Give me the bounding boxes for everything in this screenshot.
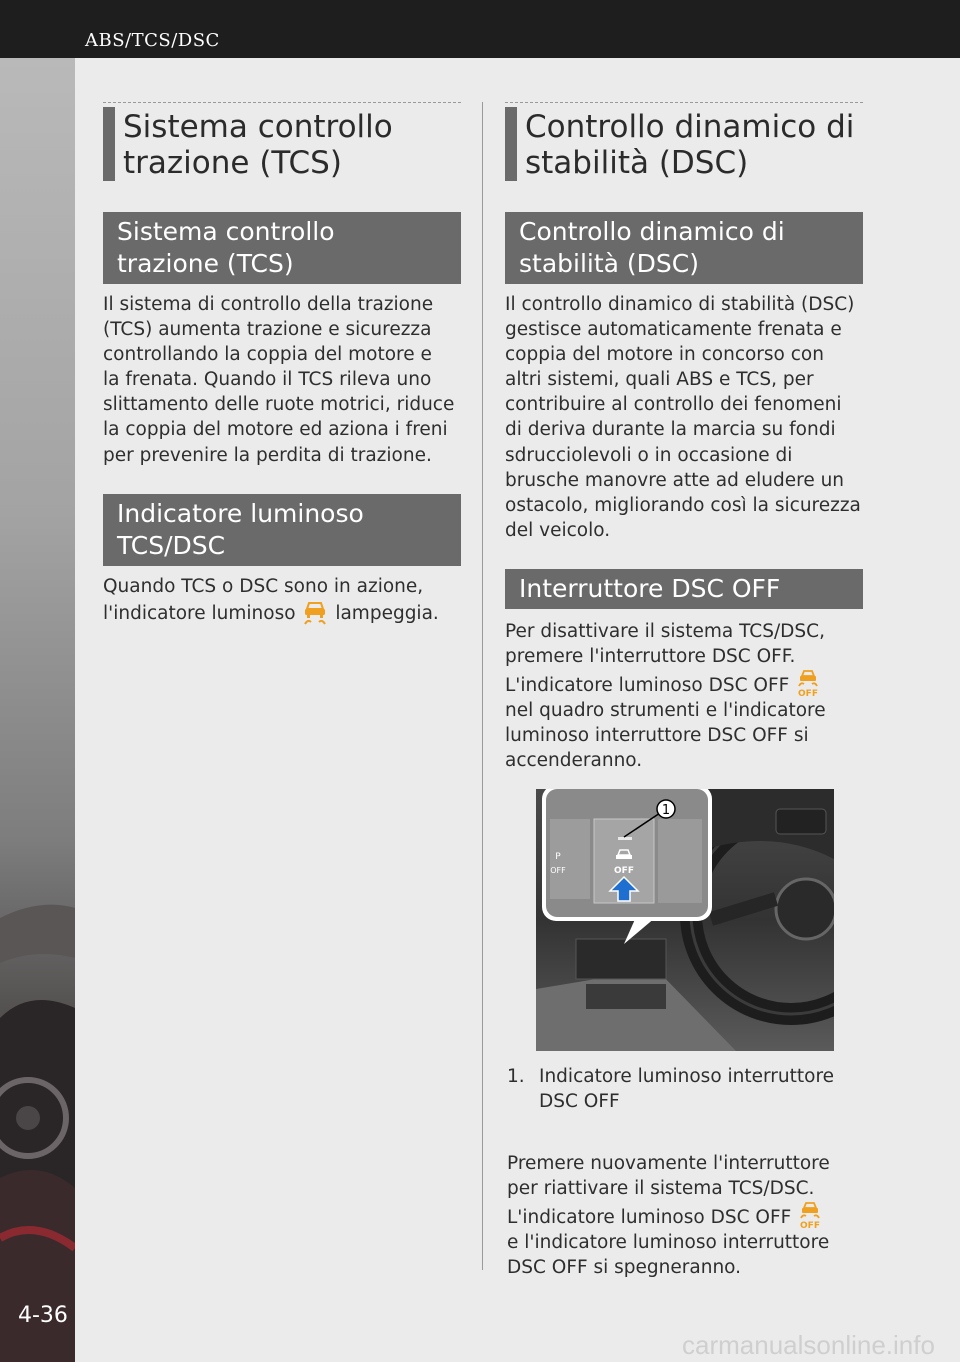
- svg-text:P: P: [555, 852, 561, 862]
- text-line: Premere nuovamente l'interruttore: [507, 1153, 830, 1174]
- text-line: accenderanno.: [505, 750, 643, 772]
- subheading-line: Controllo dinamico di: [519, 217, 785, 246]
- text-line: gestisce automaticamente frenata e: [505, 319, 842, 341]
- text-segment: l'indicatore luminoso: [103, 602, 296, 624]
- subheading-dsc: [505, 212, 863, 284]
- dashboard-thumbnail: [0, 58, 75, 1362]
- heading-line: trazione (TCS): [123, 145, 342, 181]
- photo-off-label: OFF: [614, 866, 634, 876]
- text-line: Per disattivare il sistema TCS/DSC,: [505, 620, 825, 642]
- text-segment: L'indicatore luminoso DSC OFF: [505, 675, 790, 697]
- heading-line: Sistema controllo: [123, 109, 393, 145]
- text-line: la coppia del motore ed aziona i freni: [103, 419, 448, 441]
- text-line: Quando TCS o DSC sono in azione,: [103, 575, 424, 597]
- icon-off-text: OFF: [800, 1221, 821, 1230]
- text-line: del veicolo.: [505, 519, 611, 541]
- left-column: [103, 102, 461, 626]
- subheading-line: Sistema controllo: [117, 217, 335, 246]
- text-line: Il controllo dinamico di stabilità (DSC): [505, 294, 855, 315]
- text-line: per riattivare il sistema TCS/DSC.: [507, 1178, 815, 1200]
- sidebar-image: [0, 58, 75, 1362]
- chapter-title: ABS/TCS/DSC: [85, 30, 220, 51]
- text-line: [507, 1201, 865, 1230]
- paragraph-reactivate: [507, 1151, 865, 1280]
- dashboard-photo: [536, 789, 834, 1051]
- text-line: di deriva durante la marcia su fondi: [505, 419, 836, 441]
- subheading-line: Interruttore DSC OFF: [519, 573, 781, 603]
- section-heading-dsc: [505, 102, 863, 182]
- text-segment: lampeggia.: [335, 602, 439, 624]
- text-line: brusche manovre atte ad eludere un: [505, 469, 845, 491]
- column-divider: [482, 102, 483, 1270]
- paragraph-dsc-off: [505, 619, 863, 774]
- caption-number: 1.: [507, 1066, 525, 1087]
- caption-line: Indicatore luminoso interruttore: [539, 1066, 835, 1087]
- text-line: coppia del motore in concorso con: [505, 344, 824, 366]
- text-line: [505, 669, 863, 698]
- text-line: e l'indicatore luminoso interruttore: [507, 1232, 830, 1254]
- subheading-line: trazione (TCS): [117, 249, 294, 278]
- text-line: slittamento delle ruote motrici, riduce: [103, 394, 455, 416]
- page-number: 4-36: [18, 1303, 68, 1328]
- text-segment: L'indicatore luminoso DSC OFF: [507, 1207, 792, 1229]
- subheading-dsc-off: [505, 569, 863, 609]
- photo-off-label-left: OFF: [550, 866, 566, 875]
- subheading-line: TCS/DSC: [117, 530, 226, 560]
- section-heading-tcs: [103, 102, 461, 182]
- dashboard-illustration: [536, 789, 834, 1051]
- text-line: per prevenire la perdita di trazione.: [103, 444, 432, 466]
- caption-text: [539, 1064, 839, 1114]
- car-skid-off-icon: [795, 669, 821, 697]
- text-line: premere l'interruttore DSC OFF.: [505, 646, 796, 668]
- subheading-tcs: [103, 212, 461, 284]
- text-line: nel quadro strumenti e l'indicatore: [505, 700, 826, 722]
- text-line: la frenata. Quando il TCS rileva uno: [103, 369, 432, 391]
- paragraph-indicator: [103, 574, 461, 626]
- paragraph-tcs: [103, 292, 461, 468]
- heading-line: stabilità (DSC): [525, 145, 749, 181]
- caption-line: DSC OFF: [539, 1091, 620, 1112]
- text-line: DSC OFF si spegneranno.: [507, 1257, 742, 1279]
- car-skid-icon: [301, 599, 329, 625]
- icon-off-text: OFF: [798, 689, 819, 698]
- photo-callout-number: 1: [661, 803, 671, 818]
- subheading-indicator: [103, 494, 461, 566]
- text-line: contribuire al controllo dei fenomeni: [505, 394, 842, 416]
- page-header: [0, 0, 960, 58]
- subheading-line: stabilità (DSC): [519, 249, 700, 278]
- paragraph-dsc: [505, 292, 863, 543]
- text-line: luminoso interruttore DSC OFF si: [505, 725, 809, 747]
- text-line: (TCS) aumenta trazione e sicurezza: [103, 319, 432, 341]
- text-line: Il sistema di controllo della trazione: [103, 294, 434, 315]
- text-line: controllando la coppia del motore e: [103, 344, 432, 366]
- subheading-line: Indicatore luminoso: [117, 498, 364, 528]
- car-skid-off-icon: [797, 1201, 823, 1229]
- text-line: [103, 599, 461, 626]
- watermark: carmanualsonline.info: [682, 1330, 935, 1360]
- right-column: [505, 102, 863, 774]
- text-line: altri sistemi, quali ABS e TCS, per: [505, 369, 814, 391]
- text-line: ostacolo, migliorando così la sicurezza: [505, 494, 861, 516]
- text-line: sdrucciolevoli o in occasione di: [505, 444, 793, 466]
- heading-line: Controllo dinamico di: [525, 109, 855, 145]
